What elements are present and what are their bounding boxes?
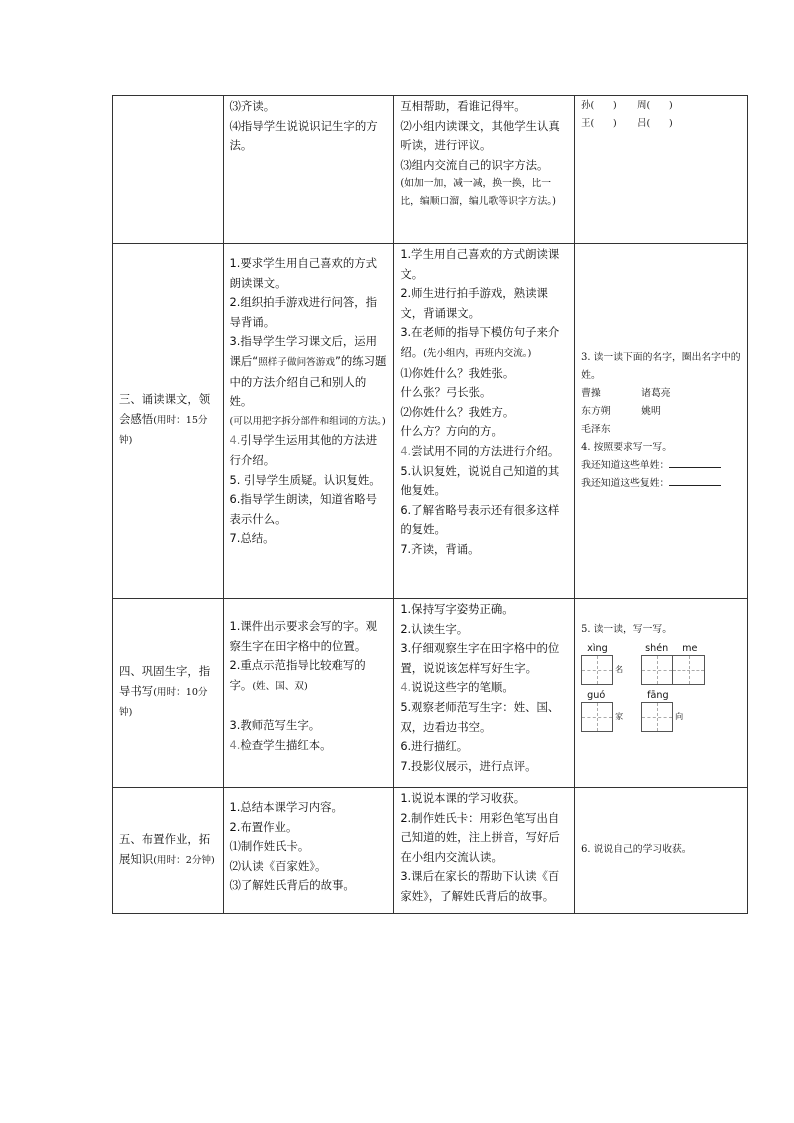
- text-line: [400, 678, 568, 698]
- fill-label: 我还知道这些复姓：: [581, 477, 670, 489]
- exercise-item: 孙( ): [581, 100, 617, 111]
- section-cell: [113, 96, 224, 244]
- pinyin-item: [581, 690, 641, 732]
- text-line: 什么方？方向的方。: [400, 424, 503, 439]
- text-line: 2.组织拍手游戏进行问答，指导背诵。: [229, 295, 378, 329]
- text-line: 3.仔细观察生字在田字格中的位置，说说该怎样写好生字。: [400, 641, 560, 675]
- fill-label: 我还知道这些单姓：: [581, 459, 670, 471]
- text-line: 1.要求学生用自己喜欢的方式朗读课文。: [229, 256, 378, 290]
- text-line: ⑶了解姓氏背后的故事。: [229, 878, 355, 893]
- tianzi-box: [641, 702, 673, 732]
- section-title: 五、布置作业，拓展知识: [119, 831, 211, 866]
- teacher-activity-cell: [223, 244, 394, 599]
- pinyin-label: fāng: [647, 690, 669, 701]
- section-cell: [113, 599, 224, 788]
- text-line: [230, 736, 388, 756]
- table-row: [113, 244, 748, 599]
- method-note: (可以用把字拆分部件和组词的方法。): [229, 415, 386, 427]
- exercise-item: 王( ): [581, 118, 617, 129]
- text-line: 6.指导学生朗读，知道省略号表示什么。: [229, 492, 378, 526]
- name-pair: [581, 385, 741, 403]
- text-part: 引导学生运用其他的方法进行介绍。: [229, 433, 378, 467]
- text-line: ⑶齐读。: [229, 99, 276, 113]
- section-title: 三、诵读课文，领会感悟: [119, 392, 211, 426]
- item-number: 4.: [229, 433, 241, 448]
- student-activity-cell: [394, 96, 575, 244]
- student-activity-cell: [394, 244, 575, 599]
- name-item: 东方朔: [581, 405, 611, 417]
- given-char: 向: [675, 712, 684, 722]
- text-line: 2.制作姓氏卡：用彩色笔写出自己知道的姓，注上拼音，写好后在小组内交流认读。: [400, 810, 560, 864]
- exercise-cell: [575, 96, 748, 244]
- text-line: 1.总结本课学习内容。: [229, 800, 343, 814]
- exercise-item: 吕( ): [637, 118, 673, 129]
- exercise-cell: [575, 788, 748, 914]
- pinyin-label: [641, 643, 715, 655]
- pinyin-item: [581, 643, 641, 685]
- tianzi-box: [581, 655, 613, 685]
- text-line: 5.认识复姓，说说自己知道的其他复姓。: [400, 463, 560, 498]
- tianzi-box: [673, 655, 705, 685]
- name-item: 曹操: [581, 387, 601, 399]
- text-part: 尝试用不同的方法进行介绍。: [411, 443, 560, 458]
- text-part: 说说这些字的笔顺。: [411, 680, 514, 695]
- text-line: 6.进行描红。: [400, 739, 469, 754]
- spacer: [230, 696, 388, 716]
- text-line: ⑴制作姓氏卡。: [229, 839, 310, 854]
- name-pair: [581, 403, 741, 421]
- text-line: 1.学生用自己喜欢的方式朗读课文。: [400, 247, 560, 281]
- text-line: [230, 431, 388, 470]
- section-time: (用时：15分钟): [119, 414, 208, 447]
- text-line: 5.观察老师范写生字：姓、国、双，边看边书空。: [400, 699, 560, 734]
- text-line: ⑴你姓什么？我姓张。: [400, 365, 515, 380]
- tianzi-box: [641, 655, 673, 685]
- name-item: 姚明: [641, 405, 661, 417]
- pinyin-item: [641, 690, 715, 732]
- pinyin-syllable: shén: [645, 643, 669, 654]
- pinyin-label: guó: [587, 690, 606, 701]
- text-line: ⑵小组内读课文，其他学生认真听读，进行评议。: [400, 118, 560, 153]
- table-row: [113, 788, 748, 914]
- text-line: 7.总结。: [229, 531, 275, 546]
- pinyin-label: xìng: [587, 643, 608, 654]
- tianzi-boxes: [641, 702, 715, 732]
- text-part: 照样子做问答游戏: [258, 356, 335, 368]
- method-note: (如加一加，减一减，换一换，比一比，编顺口溜，编儿歌等识字方法。): [400, 178, 556, 208]
- text-line: 1.课件出示要求会写的字。观察生字在田字格中的位置。: [229, 619, 378, 653]
- text-line: ⑷指导学生说说识记生字的方法。: [229, 118, 378, 153]
- text-line: 2.布置作业。: [229, 819, 298, 834]
- student-activity-cell: [394, 788, 575, 914]
- text-line: 2.认读生字。: [400, 621, 469, 636]
- tianzi-boxes: [641, 655, 715, 685]
- tianzi-boxes: [581, 702, 641, 732]
- exercise-item: 周( ): [637, 100, 673, 111]
- pinyin-syllable: me: [682, 643, 698, 654]
- text-line: 互相帮助，看谁记得牢。: [400, 99, 526, 113]
- text-line: 6.了解省略号表示还有很多这样的复姓。: [400, 502, 560, 537]
- exercise-pair: [581, 115, 741, 133]
- text-part: 3.在老师的指导下模仿句子来介绍。: [400, 325, 560, 359]
- section-cell: [113, 788, 224, 914]
- text-line: [400, 442, 568, 462]
- teacher-activity-cell: [223, 599, 394, 788]
- student-activity-cell: [394, 599, 575, 788]
- text-line: ⑵你姓什么？我姓方。: [400, 404, 515, 419]
- text-line: [230, 656, 388, 696]
- text-part: 2.重点示范指导比较难写的字。: [229, 658, 366, 692]
- section-cell: [113, 244, 224, 599]
- text-part: 检查学生描红本。: [240, 737, 332, 752]
- text-part: (姓、国、双): [252, 680, 308, 692]
- text-line: [230, 332, 388, 411]
- item-number: 4.: [229, 737, 241, 752]
- text-line: [400, 323, 568, 363]
- given-char: 家: [615, 712, 624, 722]
- section-time: (用时：2分钟): [153, 854, 215, 866]
- text-line: 什么张？弓长张。: [400, 385, 492, 400]
- fill-line: [581, 457, 741, 475]
- lesson-plan-table: [112, 95, 748, 914]
- pinyin-item: [641, 643, 715, 685]
- item-number: 4.: [400, 680, 412, 695]
- text-line: 3.课后在家长的帮助下认读《百家姓》，了解姓氏背后的故事。: [400, 869, 560, 903]
- teacher-activity-cell: [223, 788, 394, 914]
- table-row: [113, 96, 748, 244]
- answer-blank: [669, 477, 721, 486]
- exercise-title: 4. 按照要求写一写。: [581, 441, 672, 453]
- text-line: ⑶组内交流自己的识字方法。: [400, 157, 549, 172]
- text-part: ”的练习题中的方法介绍自己和别人的姓。: [229, 353, 387, 409]
- exercise-cell: [575, 244, 748, 599]
- text-part: 3.指导学生学习课文后，运用课后“: [229, 334, 378, 368]
- text-line: 7.齐读，背诵。: [400, 541, 480, 556]
- section-time: (用时：10分钟): [119, 686, 208, 719]
- exercise-title: 6. 说说自己的学习收获。: [581, 844, 692, 855]
- text-line: ⑵认读《百家姓》。: [229, 858, 327, 873]
- writing-grid: [581, 643, 741, 737]
- exercise-title: 3. 读一读下面的名字，圈出名字中的姓。: [581, 351, 741, 381]
- text-line: 7.投影仪展示，进行点评。: [400, 758, 537, 773]
- tianzi-box: [581, 702, 613, 732]
- text-line: 2.师生进行拍手游戏，熟读课文，背诵课文。: [400, 286, 548, 320]
- text-line: 1.说说本课的学习收获。: [400, 791, 526, 805]
- text-line: 1.保持写字姿势正确。: [400, 602, 514, 616]
- exercise-pair: [581, 97, 741, 115]
- fill-line: [581, 475, 741, 493]
- item-number: 4.: [400, 443, 412, 458]
- table-row: [113, 599, 748, 788]
- name-pair: [581, 421, 741, 439]
- tianzi-boxes: [581, 655, 641, 685]
- teacher-activity-cell: [223, 96, 394, 244]
- given-char: 名: [615, 665, 624, 675]
- section-title: 四、巩固生字，指导书写: [119, 664, 211, 698]
- name-item: 诸葛亮: [641, 387, 671, 399]
- exercise-title: 5. 读一读，写一写。: [581, 624, 672, 635]
- answer-blank: [669, 459, 721, 468]
- text-line: 3.教师范写生字。: [229, 717, 321, 732]
- name-item: 毛泽东: [581, 423, 611, 435]
- method-note: (先小组内，再班内交流。): [423, 347, 532, 359]
- text-line: 5. 引导学生质疑。认识复姓。: [229, 472, 381, 487]
- exercise-cell: [575, 599, 748, 788]
